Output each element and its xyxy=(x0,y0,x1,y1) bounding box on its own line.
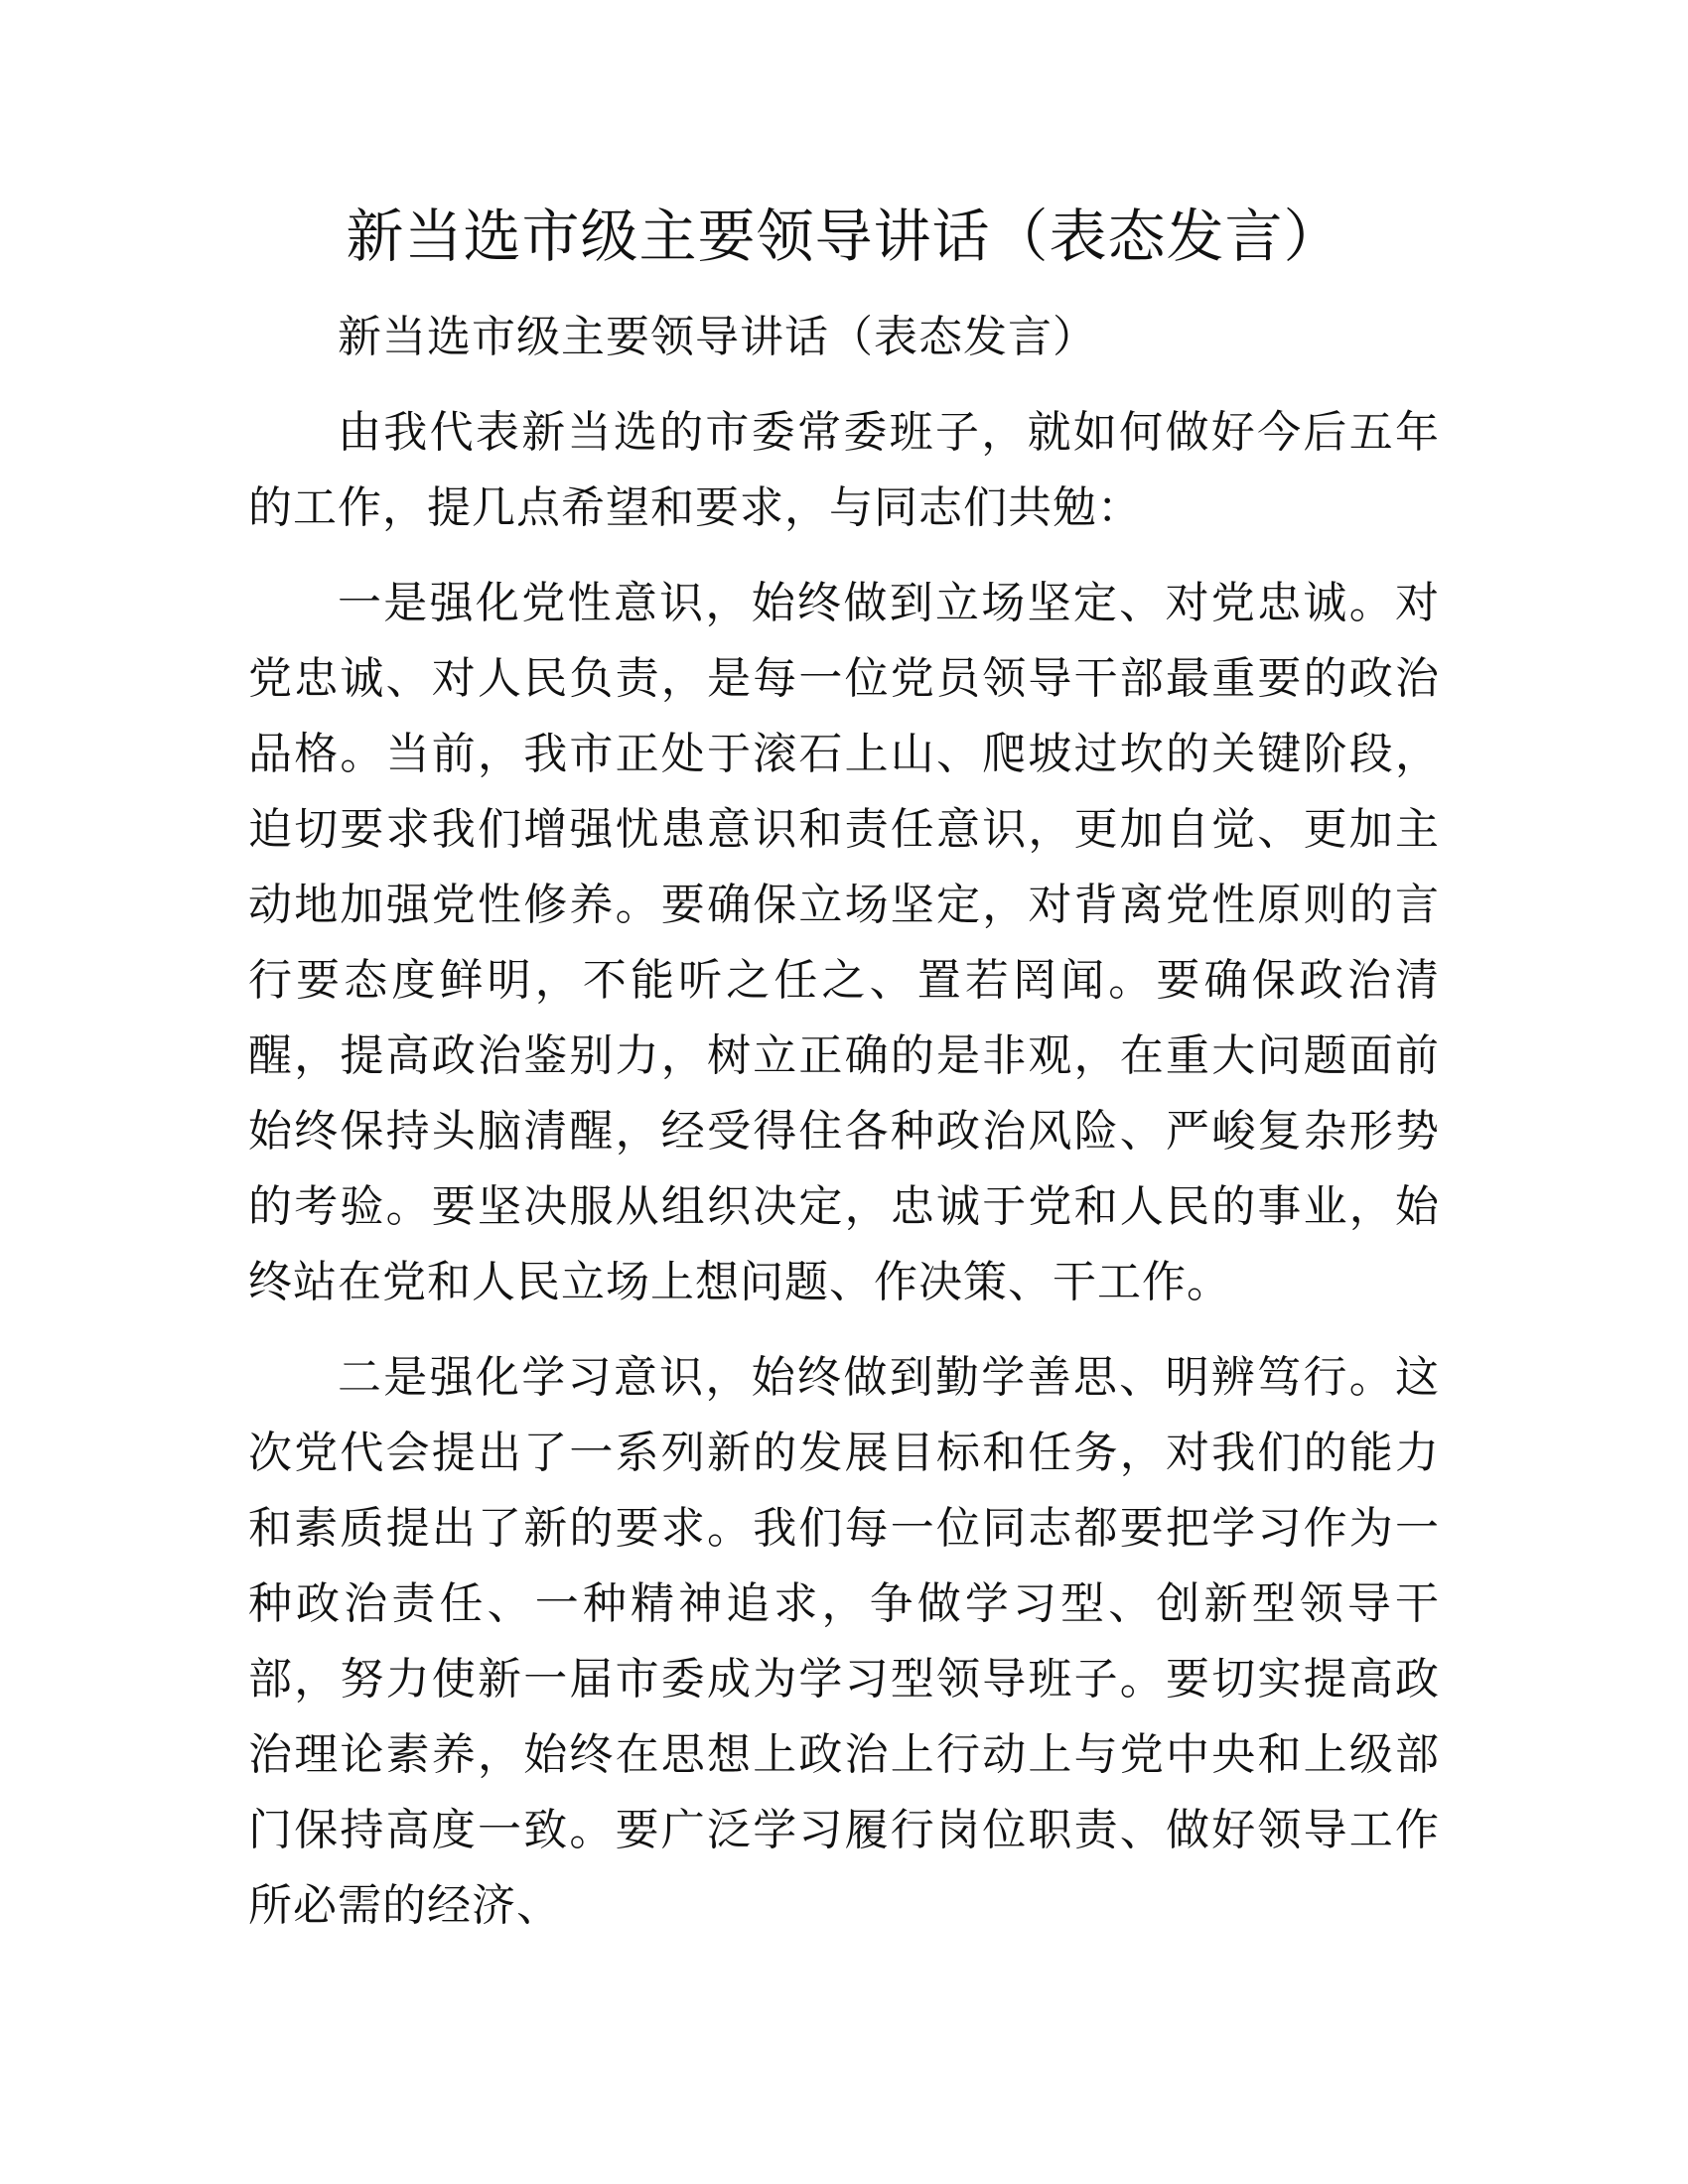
document-body xyxy=(248,300,1440,1964)
paragraph-point-one: 一是强化党性意识，始终做到立场坚定、对党忠诚。对党忠诚、对人民负责，是每一位党员领导干部最重要的政治品格。当前，我市正处于滚石上山、爬坡过坎的关键阶段，迫切要求我们增强忧患意识和责任意识，更加自觉、更加主动地加强党性修养。要确保立场坚定，对背离党性原则的言行要态度鲜明，不能听之任之、置若罔闻。要确保政治清醒，提高政治鉴别力，树立正确的是非观，在重大问题面前始终保持头脑清醒，经受得住各种政治风险、严峻复杂形势的考验。要坚决服从组织决定，忠诚于党和人民的事业，始终站在党和人民立场上想问题、作决策、干工作。 xyxy=(248,578,1440,1307)
document-title: 新当选市级主要领导讲话（表态发言） xyxy=(346,203,1342,270)
paragraph-intro: 由我代表新当选的市委常委班子，就如何做好今后五年的工作，提几点希望和要求，与同志们共勉： xyxy=(248,407,1440,533)
paragraph-subtitle: 新当选市级主要领导讲话（表态发言） xyxy=(338,312,1097,362)
paragraph-point-two: 二是强化学习意识，始终做到勤学善思、明辨笃行。这次党代会提出了一系列新的发展目标和任务，对我们的能力和素质提出了新的要求。我们每一位同志都要把学习作为一种政治责任、一种精神追求，争做学习型、创新型领导干部，努力使新一届市委成为学习型领导班子。要切实提高政治理论素养，始终在思想上政治上行动上与党中央和上级部门保持高度一致。要广泛学习履行岗位职责、做好领导工作所必需的经济、 xyxy=(248,1352,1440,1931)
